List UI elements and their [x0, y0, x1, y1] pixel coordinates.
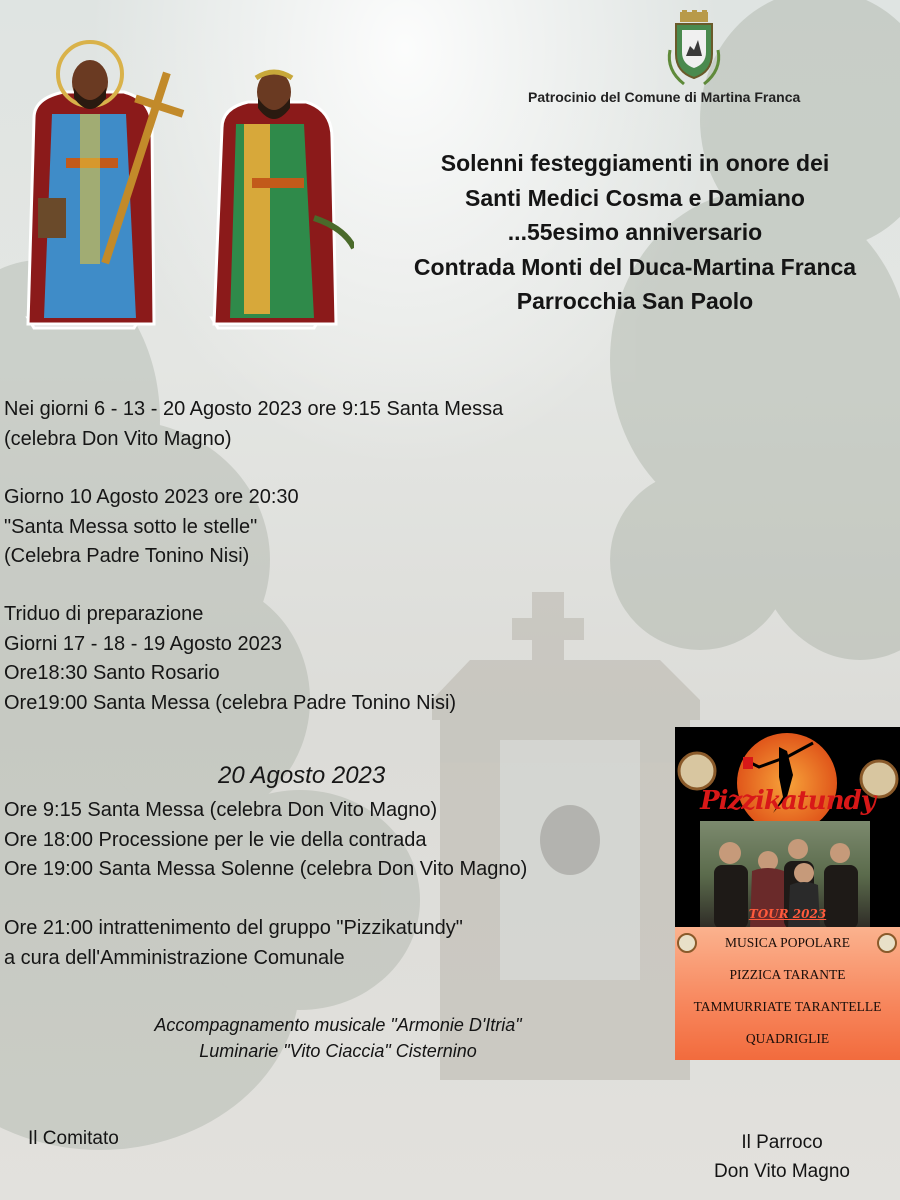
- credit-line: Luminarie "Vito Ciaccia" Cisternino: [199, 1041, 477, 1061]
- program-line: Giorno 10 Agosto 2023 ore 20:30: [4, 486, 299, 508]
- main-day-heading: 20 Agosto 2023: [218, 762, 386, 789]
- committee-signature: Il Comitato: [28, 1128, 119, 1149]
- band-logo-text: Pizzikatundy: [700, 786, 875, 816]
- parish-priest-signature: [672, 1128, 892, 1186]
- title-line: Parrocchia San Paolo: [516, 288, 754, 314]
- genre-line: MUSICA POPOLARE: [725, 935, 850, 950]
- program-line: Nei giorni 6 - 13 - 20 Agosto 2023 ore 9:15 Santa Messa: [4, 398, 504, 420]
- credits: [68, 1012, 608, 1064]
- program-line: "Santa Messa sotto le stelle": [4, 515, 258, 538]
- program-line: Giorni 17 - 18 - 19 Agosto 2023: [4, 632, 282, 655]
- title-line: ...55esimo anniversario: [507, 219, 763, 245]
- program-line: (celebra Don Vito Magno): [4, 427, 232, 450]
- program-line: Ore 9:15 Santa Messa (celebra Don Vito Magno): [4, 799, 438, 821]
- program-line: Ore19:00 Santa Messa (celebra Padre Tonino Nisi): [4, 691, 457, 714]
- program-line: Ore 21:00 intrattenimento del gruppo "Pizzikatundy": [4, 917, 463, 939]
- priest-name: Don Vito Magno: [714, 1161, 850, 1182]
- title-line: Solenni festeggiamenti in onore dei: [440, 150, 830, 176]
- program-block-entertainment: [4, 914, 463, 973]
- title-line: Santi Medici Cosma e Damiano: [465, 184, 805, 211]
- priest-title: Il Parroco: [741, 1132, 823, 1153]
- program-line: Triduo di preparazione: [4, 603, 204, 625]
- patronage-text: Patrocinio del Comune di Martina Franca: [528, 89, 801, 105]
- tambourine-icons: [675, 927, 900, 957]
- program-line: Ore 19:00 Santa Messa Solenne (celebra Don Vito Magno): [4, 858, 528, 880]
- title-line: Contrada Monti del Duca-Martina Franca: [413, 253, 857, 280]
- genres-panel: [675, 927, 900, 1060]
- genre-line: TAMMURRIATE TARANTELLE: [693, 999, 882, 1014]
- band-poster: [675, 727, 900, 1060]
- program-line: a cura dell'Amministrazione Comunale: [4, 946, 345, 969]
- program-block-sunday-masses: [4, 395, 503, 454]
- genre-line: QUADRIGLIE: [745, 1031, 830, 1046]
- program-line: Ore18:30 Santo Rosario: [4, 662, 220, 684]
- municipal-crest-icon: [664, 10, 724, 90]
- credit-line: Accompagnamento musicale "Armonie D'Itria": [154, 1015, 522, 1035]
- program-line: Ore 18:00 Processione per le vie della contrada: [4, 828, 427, 851]
- program-block-triduum: [4, 600, 456, 718]
- genre-line: PIZZICA TARANTE: [729, 967, 846, 982]
- saints-statues-illustration: [14, 28, 354, 340]
- tour-label: TOUR 2023: [748, 907, 827, 921]
- event-title: [345, 146, 900, 319]
- program-block-main-day: [4, 796, 527, 885]
- program-block-mass-under-stars: [4, 483, 299, 572]
- program-line: (Celebra Padre Tonino Nisi): [4, 545, 250, 567]
